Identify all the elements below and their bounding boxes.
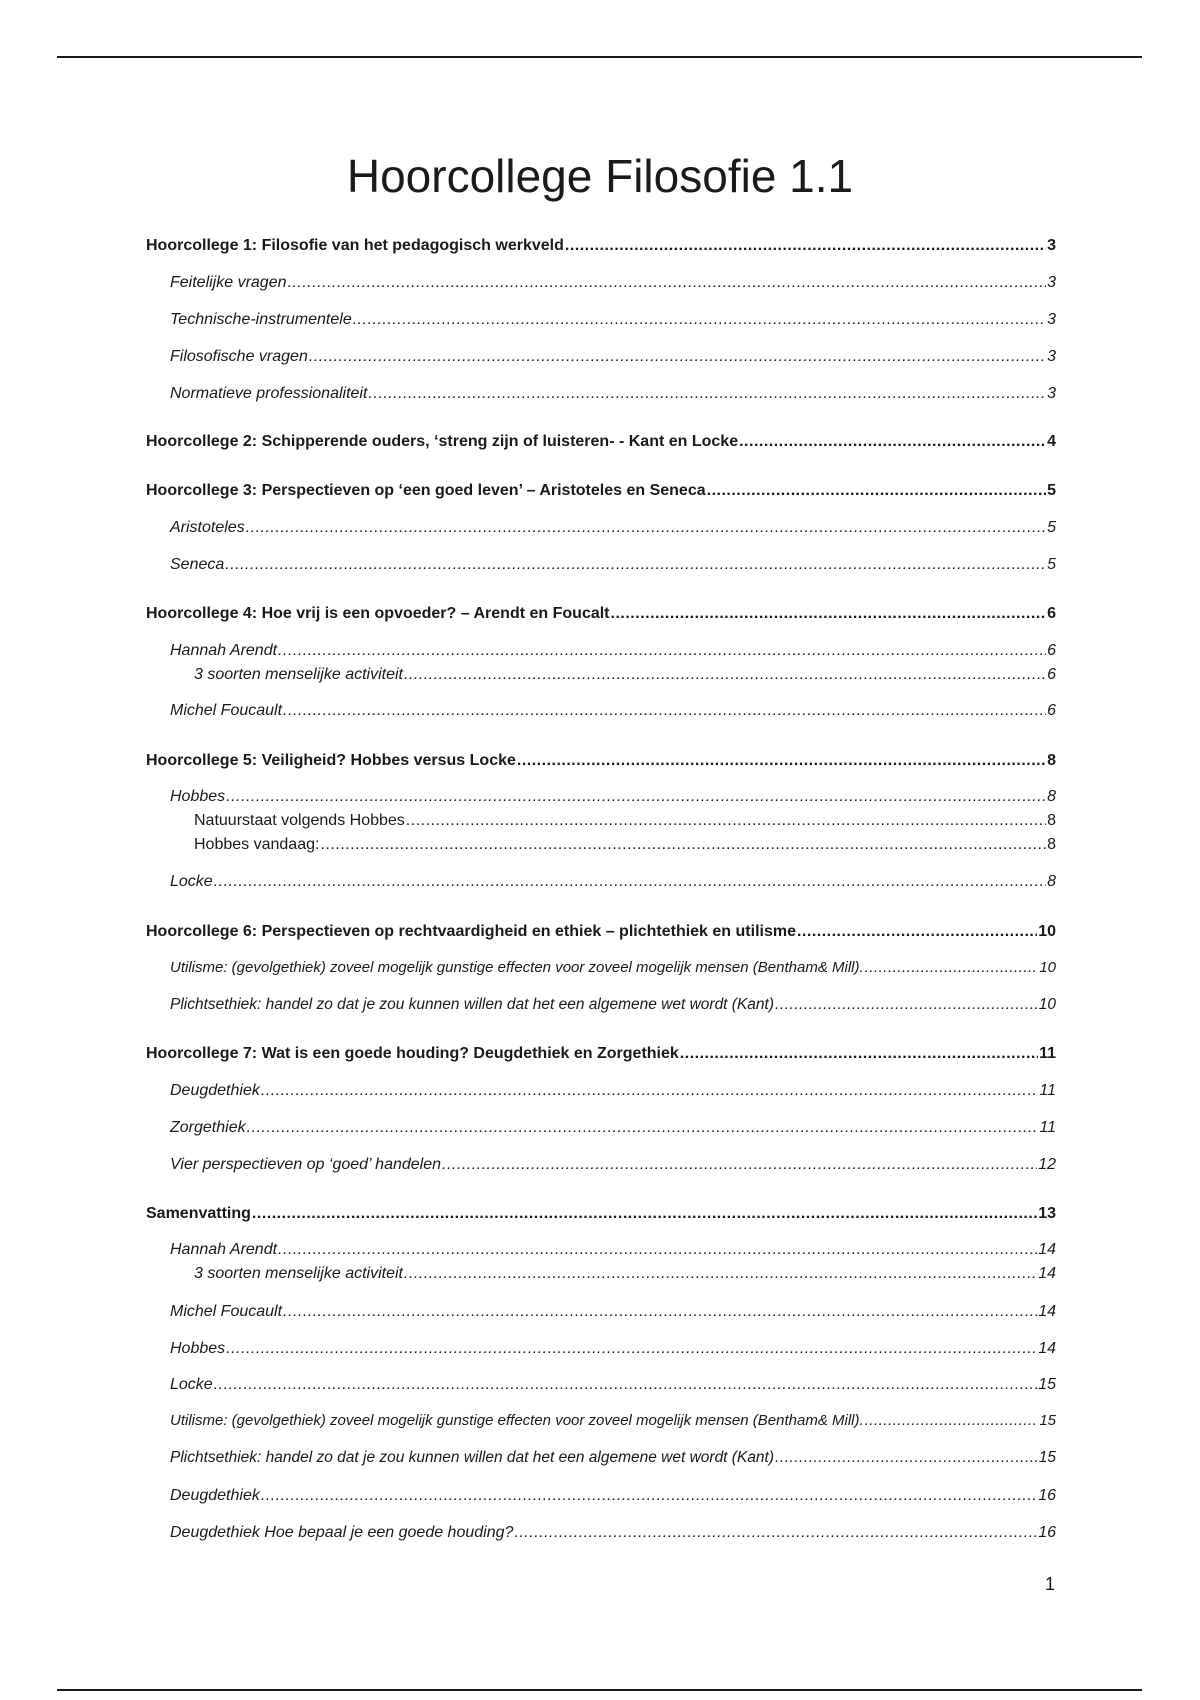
toc-leader — [739, 432, 1046, 452]
toc-leader — [225, 555, 1046, 575]
page-number: 1 — [1044, 1574, 1055, 1594]
toc-entry-section[interactable]: Aristoteles ..... 5 — [170, 518, 1056, 538]
toc-leader — [517, 751, 1046, 771]
toc-leader — [283, 1302, 1037, 1322]
toc-leader — [283, 701, 1046, 721]
toc-entry-section[interactable]: Hannah Arendt ..... 14 — [170, 1240, 1056, 1260]
toc-entry-section[interactable]: Plichtsethiek: handel zo dat je zou kunnen willen dat het een algemene wet wordt (Kant) ..... 15 — [170, 1448, 1056, 1468]
toc-leader — [368, 384, 1046, 404]
toc-entry-chapter-1[interactable]: Hoorcollege 1: Filosofie van het pedagogisch werkveld ..... 3 — [146, 236, 1056, 256]
toc-leader — [278, 1240, 1037, 1260]
toc-entry-section[interactable]: Zorgethiek ..... 11 — [170, 1118, 1056, 1138]
toc-entry-section[interactable]: Normatieve professionaliteit ..... 3 — [170, 384, 1056, 404]
toc-entry-section[interactable]: Deugdethiek ..... 16 — [170, 1486, 1056, 1506]
toc-leader — [226, 1339, 1037, 1359]
toc-entry-chapter-6[interactable]: Hoorcollege 6: Perspectieven op rechtvaardigheid en ethiek – plichtethiek en utilisme ..... 10 — [146, 922, 1056, 942]
toc-leader — [797, 922, 1037, 942]
toc-entry-section[interactable]: Hobbes ..... 8 — [170, 787, 1056, 807]
document-title: Hoorcollege Filosofie 1.1 — [346, 150, 854, 202]
toc-leader — [247, 1118, 1039, 1138]
header-rule — [57, 56, 1142, 58]
toc-entry-section[interactable]: Feitelijke vragen ..... 3 — [170, 273, 1056, 293]
toc-entry-section[interactable]: Filosofische vragen ..... 3 — [170, 347, 1056, 367]
toc-leader — [226, 787, 1046, 807]
toc-entry-section[interactable]: Michel Foucault ..... 6 — [170, 701, 1056, 721]
toc-entry-subsection[interactable]: Natuurstaat volgends Hobbes ..... 8 — [194, 811, 1056, 831]
toc-entry-chapter-4[interactable]: Hoorcollege 4: Hoe vrij is een opvoeder? – Arendt en Foucalt ..... 6 — [146, 604, 1056, 624]
toc-leader — [775, 995, 1038, 1015]
toc-entry-chapter-5[interactable]: Hoorcollege 5: Veiligheid? Hobbes versus Locke ..... 8 — [146, 751, 1056, 771]
toc-entry-section[interactable]: Locke ..... 8 — [170, 872, 1056, 892]
toc-leader — [288, 273, 1047, 293]
toc-leader — [261, 1081, 1039, 1101]
toc-leader — [246, 518, 1046, 538]
toc-leader — [261, 1486, 1037, 1506]
toc-entry-section[interactable]: Locke ..... 15 — [170, 1375, 1056, 1395]
toc-entry-chapter-7[interactable]: Hoorcollege 7: Wat is een goede houding? Deugdethiek en Zorgethiek ..... 11 — [146, 1044, 1056, 1064]
toc-entry-section[interactable]: Seneca ..... 5 — [170, 555, 1056, 575]
toc-entry-section[interactable]: Deugdethiek Hoe bepaal je een goede houding? ..... 16 — [170, 1523, 1056, 1543]
toc-leader — [565, 236, 1046, 256]
toc-leader — [404, 665, 1046, 685]
toc-entry-section[interactable]: Plichtsethiek: handel zo dat je zou kunnen willen dat het een algemene wet wordt (Kant) ..... 10 — [170, 995, 1056, 1015]
toc-entry-section[interactable]: Utilisme: (gevolgethiek) zoveel mogelijk gunstige effecten voor zoveel mogelijk mensen (Bentham& Mill). ..... 10 — [170, 958, 1056, 978]
toc-entry-section[interactable]: Technische-instrumentele ..... 3 — [170, 310, 1056, 330]
toc-leader — [865, 958, 1039, 978]
toc-leader — [404, 1264, 1037, 1284]
toc-leader — [707, 481, 1046, 501]
toc-entry-subsection[interactable]: 3 soorten menselijke activiteit ..... 6 — [194, 665, 1056, 685]
toc-leader — [278, 641, 1046, 661]
toc-leader — [611, 604, 1047, 624]
toc-leader — [514, 1523, 1037, 1543]
toc-entry-summary[interactable]: Samenvatting ..... 13 — [146, 1204, 1056, 1224]
toc-entry-subsection[interactable]: 3 soorten menselijke activiteit ..... 14 — [194, 1264, 1056, 1284]
toc-entry-section[interactable]: Michel Foucault ..... 14 — [170, 1302, 1056, 1322]
toc-leader — [214, 872, 1046, 892]
toc-leader — [775, 1448, 1038, 1468]
toc-entry-section[interactable]: Hobbes ..... 14 — [170, 1339, 1056, 1359]
toc-entry-section[interactable]: Hannah Arendt ..... 6 — [170, 641, 1056, 661]
toc-leader — [442, 1155, 1037, 1175]
toc-leader — [353, 310, 1046, 330]
toc-leader — [865, 1411, 1039, 1431]
toc-leader — [320, 835, 1046, 855]
toc-leader — [406, 811, 1046, 831]
footer-rule — [57, 1689, 1142, 1691]
toc-entry-section[interactable]: Vier perspectieven op ‘goed’ handelen ..... 12 — [170, 1155, 1056, 1175]
toc-entry-subsection[interactable]: Hobbes vandaag: ..... 8 — [194, 835, 1056, 855]
toc-entry-chapter-2[interactable]: Hoorcollege 2: Schipperende ouders, ‘streng zijn of luisteren- - Kant en Locke ..... 4 — [146, 432, 1056, 452]
toc-leader — [680, 1044, 1038, 1064]
toc-entry-chapter-3[interactable]: Hoorcollege 3: Perspectieven op ‘een goed leven’ – Aristoteles en Seneca ..... 5 — [146, 481, 1056, 501]
toc-entry-section[interactable]: Deugdethiek ..... 11 — [170, 1081, 1056, 1101]
toc-leader — [252, 1204, 1037, 1224]
toc-leader — [309, 347, 1046, 367]
toc-entry-section[interactable]: Utilisme: (gevolgethiek) zoveel mogelijk gunstige effecten voor zoveel mogelijk mensen (Bentham& Mill). ..... 15 — [170, 1411, 1056, 1431]
toc-leader — [214, 1375, 1038, 1395]
